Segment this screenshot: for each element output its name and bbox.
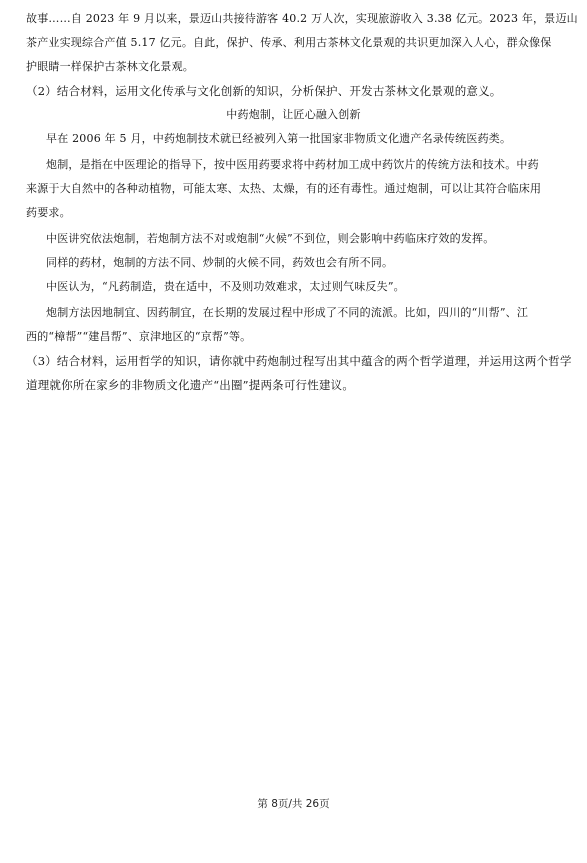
paragraph-line: 炮制方法因地制宜、因药制宜，在长期的发展过程中形成了不同的流派。比如，四川的“川帮”、江 bbox=[46, 306, 529, 319]
text-line: 故事……自 2023 年 9 月以来，景迈山共接待游客 40.2 万人次，实现旅游收入 3.38 亿元。2023 年，景迈山 bbox=[26, 12, 578, 25]
question-2: （2）结合材料，运用文化传承与文化创新的知识，分析保护、开发古茶林文化景观的意义。 bbox=[26, 84, 502, 98]
paragraph-line: 药要求。 bbox=[26, 206, 71, 219]
paragraph-line: 早在 2006 年 5 月，中药炮制技术就已经被列入第一批国家非物质文化遗产名录传统医药类。 bbox=[46, 132, 512, 145]
paragraph-line: 炮制，是指在中医理论的指导下，按中医用药要求将中药材加工成中药饮片的传统方法和技术。中药 bbox=[46, 158, 539, 171]
question-3: （3）结合材料，运用哲学的知识，请你就中药炮制过程写出其中蕴含的两个哲学道理，并运用这两个哲学 bbox=[26, 354, 572, 368]
page-number: 第 8页/共 26页 bbox=[257, 798, 330, 810]
paragraph-line: 同样的药材，炮制的方法不同、炒制的火候不同，药效也会有所不同。 bbox=[46, 256, 394, 269]
section-heading: 中药炮制，让匠心融入创新 bbox=[226, 108, 361, 121]
paragraph-line: 来源于大自然中的各种动植物，可能太寒、太热、太燥，有的还有毒性。通过炮制，可以让其符合临床用 bbox=[26, 182, 542, 195]
paragraph-line: 中医讲究依法炮制，若炮制方法不对或炮制“火候”不到位，则会影响中药临床疗效的发挥。 bbox=[46, 232, 495, 245]
paragraph-line: 西的“樟帮”“建昌帮”、京津地区的“京帮”等。 bbox=[26, 330, 252, 343]
paragraph-line: 中医认为，“凡药制造，贵在适中，不及则功效难求，太过则气味反失”。 bbox=[46, 280, 405, 293]
question-3-continued: 道理就你所在家乡的非物质文化遗产“出圈”提两条可行性建议。 bbox=[26, 378, 355, 392]
text-line: 护眼睛一样保护古茶林文化景观。 bbox=[26, 60, 194, 73]
text-line: 茶产业实现综合产值 5.17 亿元。自此，保护、传承、利用古茶林文化景观的共识更加深入人心，群众像保 bbox=[26, 36, 552, 49]
